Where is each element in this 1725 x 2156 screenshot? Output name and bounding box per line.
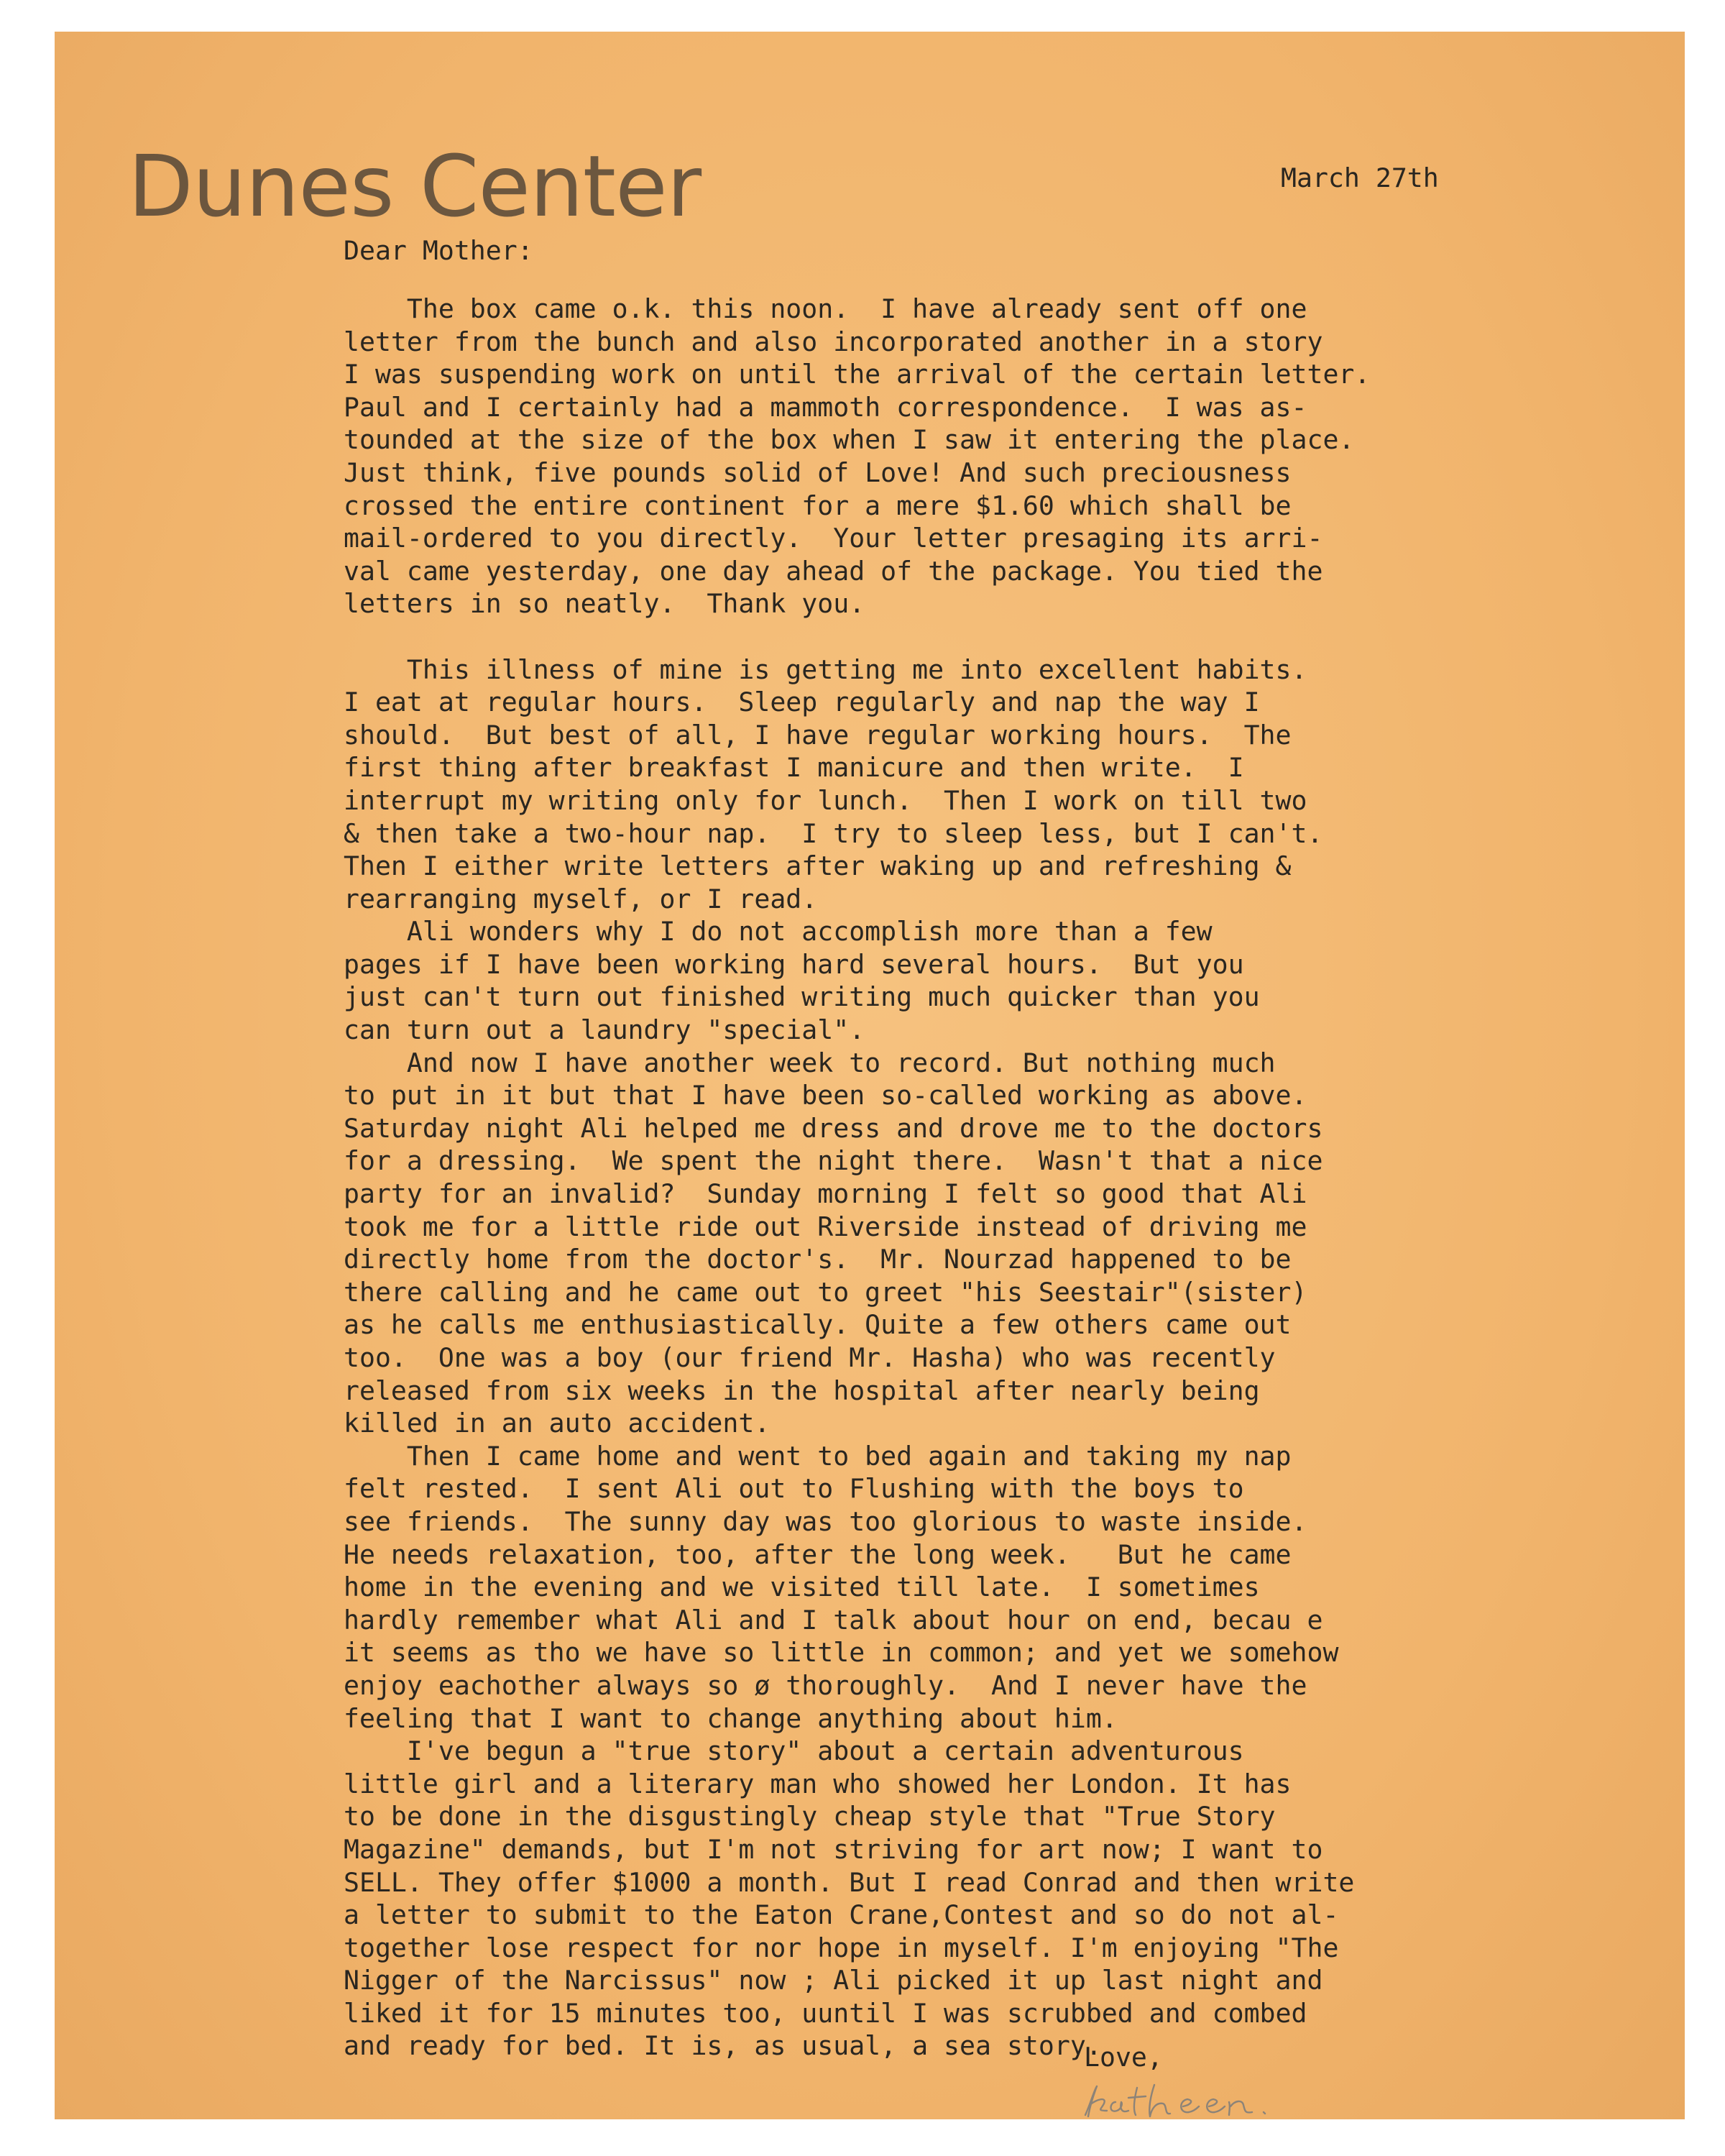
letter-salutation: Dear Mother: [344, 235, 533, 266]
handwritten-signature [1075, 2081, 1363, 2124]
dunes-center-watermark: Dunes Center [128, 137, 702, 236]
letter-closing: Love, [1084, 2042, 1163, 2073]
letter-date: March 27th [1281, 162, 1439, 193]
letter-body: The box came o.k. this noon. I have already sent off one letter from the bunch and also incorporated another in a story I was suspending work on until the arrival of the certain letter. Paul and I certainly had a mammoth correspondence. I was as- tounded at the size of the box when I saw it entering the place. Just think, five pounds solid of Love! And such preciousness crossed the entire continent for a mere $1.60 which shall be mail-ordered to you directly. Your letter presaging its arri- val came yesterday, one day ahead of the package. You tied the letters in so neatly. Thank you. This illness of mine is getting me into excellent habits. I eat at regular hours. Sleep regularly and nap the way I should. But best of all, I have regular working hours. The first thing after breakfast I manicure and then write. I interrupt my writing only for lunch. Then I work on till two & then take a two-hour nap. I try to sleep less, but I can't. Then I either write letters after waking up and refreshing & rearranging myself, or I read. Ali wonders why I do not accomplish more than a few pages if I have been working hard several hours. But you just can't turn out finished writing much quicker than you can turn out a laundry "special". And now I have another week to record. But nothing much to put in it but that I have been so-called working as above. Saturday night Ali helped me dress and drove me to the doctors for a dressing. We spent the night there. Wasn't that a nice party for an invalid? Sunday morning I felt so good that Ali took me for a little ride out Riverside instead of driving me directly home from the doctor's. Mr. Nourzad happened to be there calling and he came out to greet "his Seestair"(sister) as he calls me enthusiastically. Quite a few others came out too. One was a boy (our friend Mr. Hasha) who was recently released from six weeks in the hospital after nearly being killed in an auto accident. Then I came home and went to bed again and taking my nap felt rested. I sent Ali out to Flushing with the boys to see friends. The sunny day was too glorious to waste inside. He needs relaxation, too, after the long week. But he came home in the evening and we visited till late. I sometimes hardly remember what Ali and I talk about hour on end, becau e it seems as tho we have so little in common; and yet we somehow enjoy eachother always so ø thoroughly. And I never have the feeling that I want to change anything about him. I've begun a "true story" about a certain adventurous little girl and a literary man who showed her London. It has to be done in the disgustingly cheap style that "True Story Magazine" demands, but I'm not striving for art now; I want to SELL. They offer $1000 a month. But I read Conrad and then write a letter to submit to the Eaton Crane,Contest and so do not al- together lose respect for nor hope in myself. I'm enjoying "The Nigger of the Narcissus" now ; Ali picked it up last night and liked it for 15 minutes too, uuntil I was scrubbed and combed and ready for bed. It is, as usual, a sea story. [344, 293, 1371, 2062]
letter-page [55, 32, 1685, 2119]
